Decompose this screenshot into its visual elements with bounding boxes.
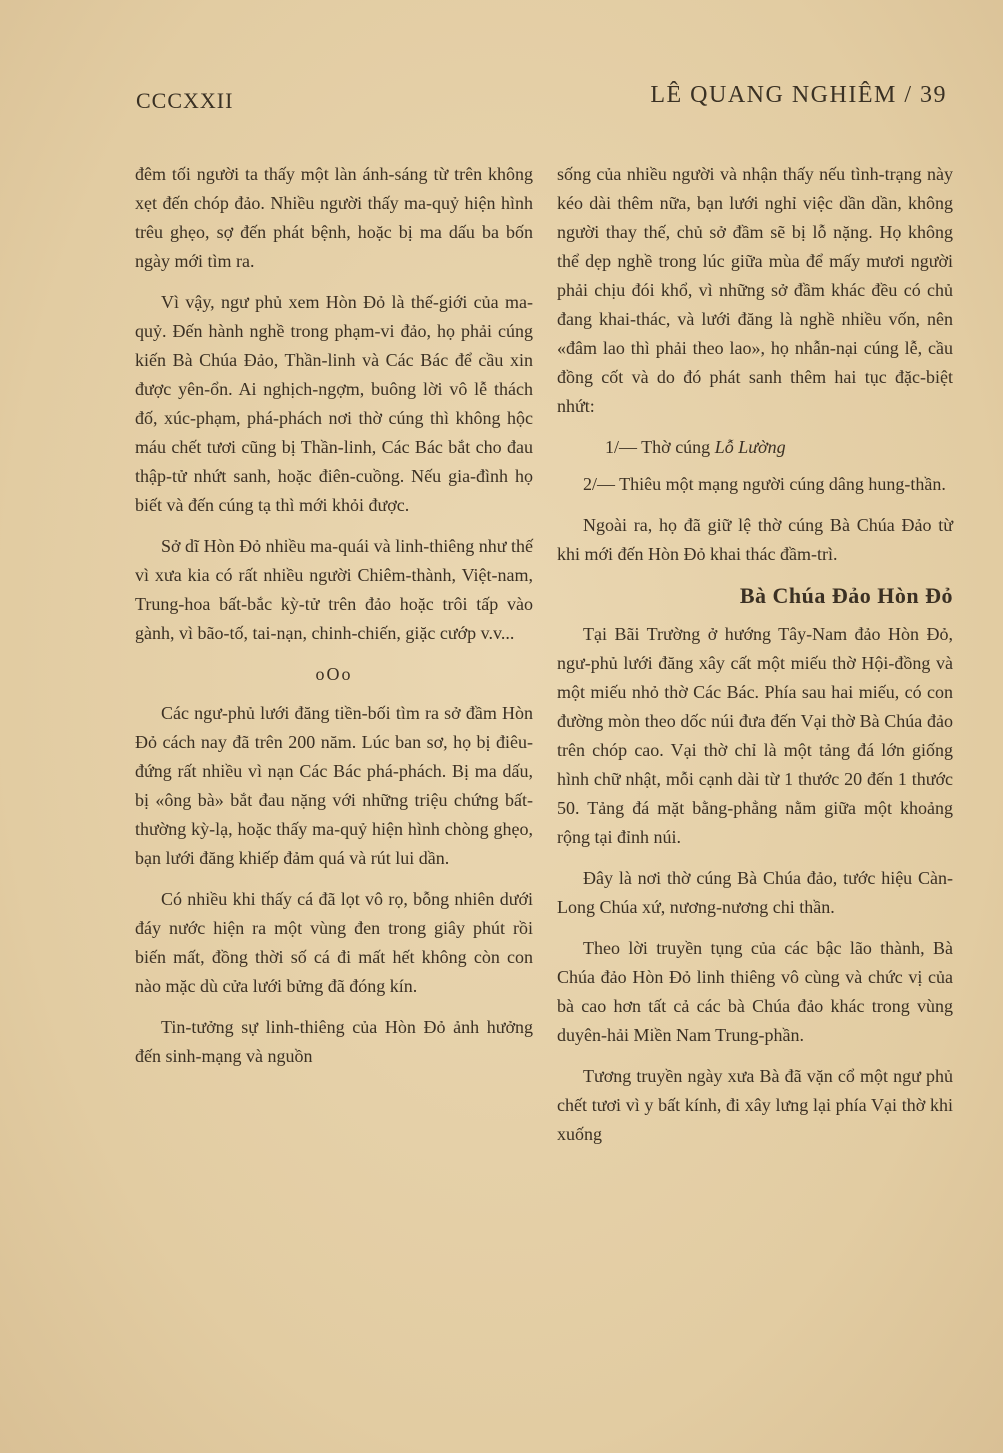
paragraph: Ngoài ra, họ đã giữ lệ thờ cúng Bà Chúa Đảo từ khi mới đến Hòn Đỏ khai thác đầm-trì. [557,515,953,564]
paragraph: Tương truyền ngày xưa Bà đã vặn cổ một ngư phủ chết tươi vì y bất kính, đi xây lưng lại phía Vại thờ khi xuống [557,1066,953,1144]
paragraph: Các ngư-phủ lưới đăng tiền-bối tìm ra sở đầm Hòn Đỏ cách nay đã trên 200 năm. Lúc ban sơ, họ bị điêu-đứng rất nhiều vì nạn Các Bác phá-phách. Bị ma dấu, bị «ông bà» bắt đau nặng với những triệu chứng bất-thường kỳ-lạ, hoặc thấy ma-quỷ hiện hình chòng ghẹo, bạn lưới đăng khiếp đảm quá và rút lui dần. [135,703,533,868]
list-item-text: 1/— Thờ cúng [605,437,711,457]
paragraph: Tại Bãi Trường ở hướng Tây-Nam đảo Hòn Đỏ, ngư-phủ lưới đăng xây cất một miếu thờ Hội-đồng và một miếu nhỏ thờ Các Bác. Phía sau hai miếu, có con đường mòn theo dốc núi đưa đến Vại thờ Bà Chúa đảo trên chóp cao. Vại thờ chỉ là một tảng đá lớn giống hình chữ nhật, mỗi cạnh dài từ 1 thước 20 đến 1 thước 50. Tảng đá mặt bằng-phẳng nằm giữa một khoảng rộng tại đỉnh núi. [557,624,953,847]
paragraph: Vì vậy, ngư phủ xem Hòn Đỏ là thế-giới của ma-quỷ. Đến hành nghề trong phạm-vi đảo, họ phải cúng kiến Bà Chúa Đảo, Thần-linh và Các Bác để cầu xin được yên-ổn. Ai nghịch-ngợm, buông lời vô lễ thách đố, xúc-phạm, phá-phách nơi thờ cúng thì không hộc máu chết tươi cũng bị Thần-linh, Các Bác bắt cho đau thập-tử nhứt sanh, hoặc điên-cuồng. Nếu gia-đình họ biết và đến cúng tạ thì mới khỏi được. [135,292,533,515]
right-column [557,160,953,1161]
paragraph: Theo lời truyền tụng của các bậc lão thành, Bà Chúa đảo Hòn Đỏ linh thiêng vô cùng và chức vị của bà cao hơn tất cả các bà Chúa đảo khác trong vùng duyên-hải Miền Nam Trung-phần. [557,938,953,1045]
list-item-italic: Lỗ Lường [714,437,786,457]
paragraph: Sở dĩ Hòn Đỏ nhiều ma-quái và linh-thiêng như thế vì xưa kia có rất nhiều người Chiêm-thành, Việt-nam, Trung-hoa bất-bắc kỳ-tử trên đảo hoặc trôi tấp vào gành, vì bão-tố, tai-nạn, chinh-chiến, giặc cướp v.v... [135,536,533,643]
list-item: 2/— Thiêu một mạng người cúng dâng hung-thần. [583,474,946,494]
page-header [0,80,1003,120]
paragraph: Có nhiều khi thấy cá đã lọt vô rọ, bỗng nhiên dưới đáy nước hiện ra một vùng đen trong giây phút rồi biến mất, đồng thời số cá đi mất hết không còn con nào mặc dù cửa lưới bửng đã đóng kín. [135,889,533,996]
page-header-right: LÊ QUANG NGHIÊM / 39 [650,82,947,108]
paragraph: Tin-tưởng sự linh-thiêng của Hòn Đỏ ảnh hưởng đến sinh-mạng và nguồn [135,1017,533,1066]
paragraph: đêm tối người ta thấy một làn ánh-sáng từ trên không xẹt đến chóp đảo. Nhiều người thấy ma-quỷ hiện hình trêu ghẹo, sợ đến phát bệnh, hoặc bị ma dấu ba bốn ngày mới tìm ra. [135,164,533,271]
section-heading: Bà Chúa Đảo Hòn Đỏ [739,583,953,608]
paragraph: Đây là nơi thờ cúng Bà Chúa đảo, tước hiệu Càn-Long Chúa xứ, nương-nương chi thần. [557,868,953,917]
page-header-left: CCCXXII [136,88,234,113]
section-separator: oOo [315,664,353,684]
left-column [135,160,533,1083]
list-item [605,433,953,462]
paragraph: sống của nhiều người và nhận thấy nếu tình-trạng này kéo dài thêm nữa, bạn lưới nghỉ việc dần dần, không người thay thế, chủ sở đầm sẽ bị lỗ nặng. Họ không thể dẹp nghề trong lúc giữa mùa để mấy mươi người phải chịu đói khổ, vì những sở đầm khác đều có chủ đang khai-thác, và lưới đăng là nghề nhiều vốn, nên «đâm lao thì phải theo lao», họ nhẫn-nại cúng lễ, cầu đồng cốt và do đó phát sanh thêm hai tục đặc-biệt nhứt: [557,164,953,416]
